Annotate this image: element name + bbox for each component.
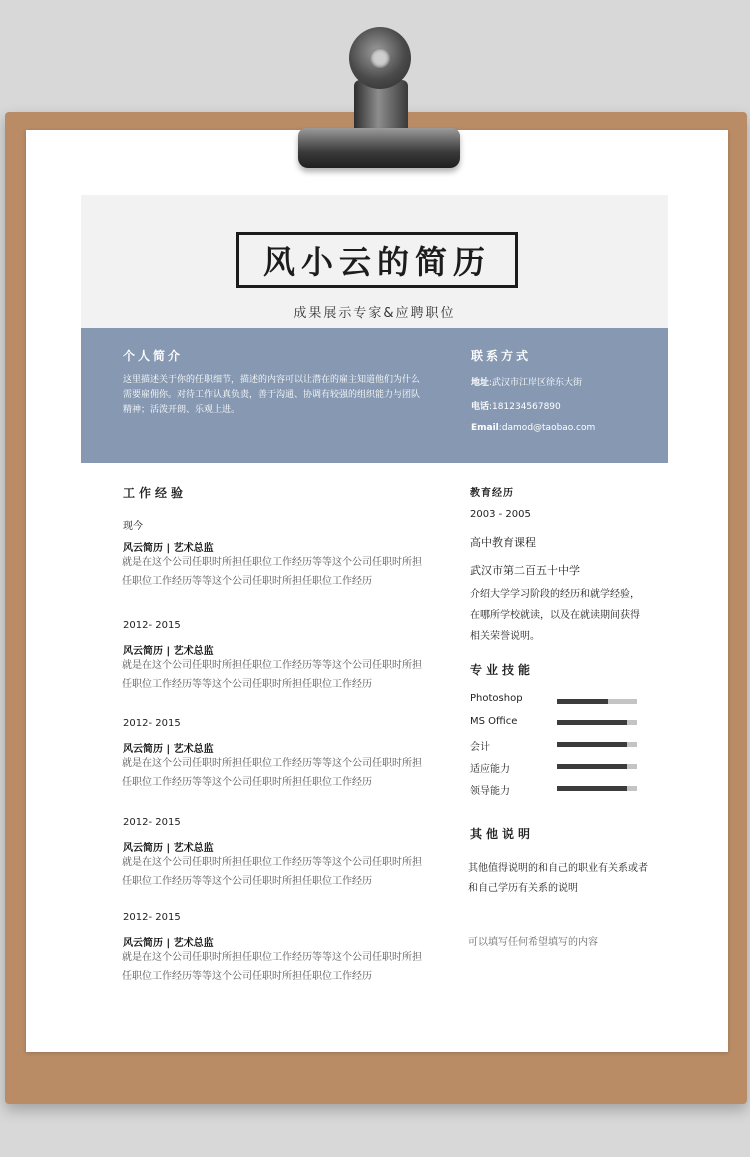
experience-date: 现今 [123,521,143,532]
education-desc: 介绍大学学习阶段的经历和就学经验，在哪所学校就读，以及在就读期间获得相关荣誉说明。 [470,589,640,642]
other-note: 可以填写任何希望填写的内容 [468,937,598,948]
skill-label: MS Office [470,716,518,727]
experience-date: 2012- 2015 [123,912,181,923]
experience-role: 风云简历 | 艺术总监 [123,744,214,755]
experience-role: 风云简历 | 艺术总监 [123,938,214,949]
skill-bar-fill [557,699,608,704]
clip-base [298,128,460,168]
experience-role: 风云简历 | 艺术总监 [123,646,214,657]
skills-title: 专业技能 [470,663,535,677]
skill-label: 领导能力 [470,786,510,797]
resume-subtitle: 成果展示专家&应聘职位 [293,306,456,321]
experience-desc: 就是在这个公司任职时所担任职位工作经历等等这个公司任职时所担任职位工作经历等等这个公司任职时所担任职位工作经历 [122,557,422,587]
intro-title: 个人简介 [123,349,184,363]
education-school: 武汉市第二百五十中学 [470,564,580,577]
experience-desc: 就是在这个公司任职时所担任职位工作经历等等这个公司任职时所担任职位工作经历等等这个公司任职时所担任职位工作经历 [122,758,422,788]
phone-label: 电话 [471,402,490,412]
skill-label: 会计 [470,742,490,753]
other-text: 其他值得说明的和自己的职业有关系或者和自己学历有关系的说明 [468,863,648,894]
intro-text: 这里描述关于你的任职细节，描述的内容可以让潜在的雇主知道他们为什么需要雇佣你。对待工作认真负责，善于沟通、协调有较强的组织能力与团队精神；活泼开朗、乐观上进。 [123,375,421,415]
education-title: 教育经历 [470,488,514,499]
email-value: :damod@taobao.com [498,423,596,433]
contact-email [471,423,595,433]
experience-desc: 就是在这个公司任职时所担任职位工作经历等等这个公司任职时所担任职位工作经历等等这个公司任职时所担任职位工作经历 [122,857,422,887]
address-value: :武汉市江岸区徐东大街 [489,378,583,388]
skill-label: Photoshop [470,693,523,704]
email-label: Email [471,423,499,433]
contact-phone [471,399,561,412]
contact-address [471,375,582,388]
skill-bar [557,699,637,704]
resume-name: 风小云的简历 [236,232,518,288]
skill-bar-fill [557,720,627,725]
skill-bar-fill [557,764,627,769]
experience-desc: 就是在这个公司任职时所担任职位工作经历等等这个公司任职时所担任职位工作经历等等这个公司任职时所担任职位工作经历 [122,952,422,982]
skill-label: 适应能力 [470,764,510,775]
skill-bar [557,720,637,725]
experience-title: 工作经验 [123,486,188,500]
experience-role: 风云简历 | 艺术总监 [123,843,214,854]
skill-bar-fill [557,786,627,791]
education-course: 高中教育课程 [470,536,536,549]
experience-desc: 就是在这个公司任职时所担任职位工作经历等等这个公司任职时所担任职位工作经历等等这个公司任职时所担任职位工作经历 [122,660,422,690]
experience-date: 2012- 2015 [123,817,181,828]
other-title: 其他说明 [470,827,535,841]
address-label: 地址 [471,378,490,388]
binder-clip-icon [349,27,411,89]
experience-date: 2012- 2015 [123,718,181,729]
skill-bar [557,742,637,747]
education-date: 2003 - 2005 [470,509,531,520]
skill-bar-fill [557,742,627,747]
phone-value: :181234567890 [489,402,561,412]
experience-role: 风云简历 | 艺术总监 [123,543,214,554]
skill-bar [557,764,637,769]
contact-title: 联系方式 [471,349,532,363]
experience-date: 2012- 2015 [123,620,181,631]
skill-bar [557,786,637,791]
